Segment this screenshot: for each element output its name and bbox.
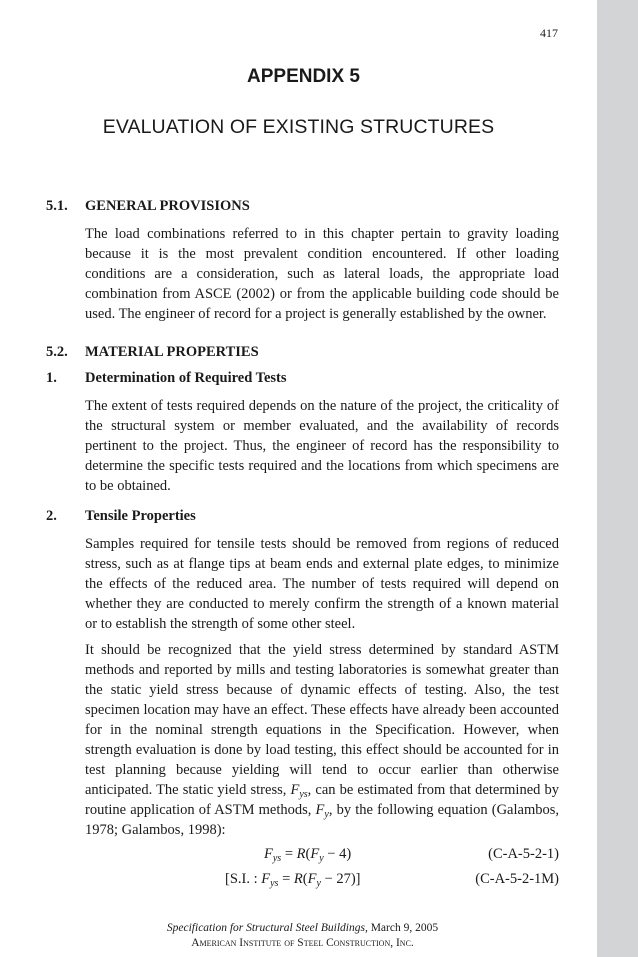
required-tests-paragraph: The extent of tests required depends on the nature of the project, the criticality of the structural system or member evaluated, and the availability of records pertinent to the project. Thus, the engineer of record has the responsibility to determine the specific tests required and the locations from which specimens are to be obtained. <box>85 398 559 494</box>
subsection-title: Determination of Required Tests <box>85 370 287 386</box>
subsection-number: 2. <box>46 508 57 524</box>
footer-spec-title: Specification for Structural Steel Buildings, <box>166 922 368 934</box>
appendix-label: APPENDIX 5 <box>247 66 360 87</box>
section-title: GENERAL PROVISIONS <box>85 198 250 214</box>
eq-text: ( <box>305 846 311 862</box>
tensile-properties-paragraph-2 <box>85 640 559 840</box>
eq-subscript: ys <box>270 878 279 889</box>
equation-c-a-5-2-1 <box>264 846 351 863</box>
fy-symbol: F <box>315 802 325 818</box>
eq-text: = <box>278 871 294 887</box>
subsection-2-heading <box>46 508 196 525</box>
eq-symbol: R <box>296 846 306 862</box>
section-number: 5.1. <box>46 198 68 214</box>
appendix-title: EVALUATION OF EXISTING STRUCTURES <box>102 116 495 138</box>
footer-publisher: American Institute of Steel Construction, Inc. <box>191 937 414 949</box>
footer-date: March 9, 2005 <box>367 922 439 934</box>
eq-text: − 27)] <box>320 871 361 887</box>
eq-text: = <box>281 846 297 862</box>
eq-text: ( <box>302 871 308 887</box>
equation-label: (C-A-5-2-1M) <box>475 871 559 887</box>
eq-symbol: F <box>264 846 273 862</box>
subsection-title: Tensile Properties <box>85 508 196 524</box>
fys-subscript: ys <box>299 789 308 800</box>
section-5-2-heading <box>46 344 259 361</box>
eq-symbol: R <box>293 871 303 887</box>
fys-symbol: F <box>290 782 300 798</box>
eq-symbol: F <box>310 846 320 862</box>
paragraph-text: It should be recognized that the yield stress determined by standard ASTM methods and reported by mills and testing laboratories is somewhat greater than the static yield stress because of dynamic effects of testing. Also, the test specimen location may have an effect. These effects have already been accounted for in the nominal strength equations in the Specification. However, when strength evaluation is done by load testing, this effect should be accounted for in test planning because yielding will tend to occur earlier than otherwise anticipated. The static yield stress, <box>85 642 559 798</box>
tensile-properties-paragraph-1: Samples required for tensile tests should be removed from regions of reduced stress, such as at flange tips at beam ends and external plate edges, to minimize the effects of the reduced area. The number of tests required will depend on whether they are conducted to merely confirm the strength of a known material or to establish the strength of some other steel. <box>85 536 559 632</box>
footer-spec-line <box>0 922 597 934</box>
eq-symbol: F <box>261 871 271 887</box>
general-provisions-paragraph: The load combinations referred to in this chapter pertain to gravity loading because it is the most prevalent condition encountered. If other loading conditions are a consideration, such as lateral loads, the appropriate load combination from ASCE (2002) or from the applicable building code should be used. The engineer of record for a project is generally established by the owner. <box>85 226 559 322</box>
eq-symbol: F <box>307 871 317 887</box>
subsection-number: 1. <box>46 370 57 386</box>
eq-subscript: ys <box>272 853 282 864</box>
eq-text: − 4) <box>323 846 352 862</box>
page-number: 417 <box>540 26 558 40</box>
fy-subscript: y <box>324 809 329 820</box>
section-title: MATERIAL PROPERTIES <box>85 344 259 360</box>
paragraph-text: , by the following equation (Galambos, 1978; Galambos, 1998): <box>85 802 559 838</box>
equation-label: (C-A-5-2-1) <box>488 846 559 862</box>
equation-c-a-5-2-1m <box>225 871 361 888</box>
paragraph-text: , can be estimated from that determined by routine application of ASTM methods, <box>85 782 559 818</box>
eq-text: [S.I. : <box>225 871 262 887</box>
section-5-1-heading <box>46 198 250 215</box>
section-number: 5.2. <box>46 344 68 360</box>
subsection-1-heading <box>46 370 287 387</box>
eq-subscript: y <box>319 853 324 864</box>
eq-subscript: y <box>316 878 321 889</box>
page-gutter <box>597 0 638 957</box>
